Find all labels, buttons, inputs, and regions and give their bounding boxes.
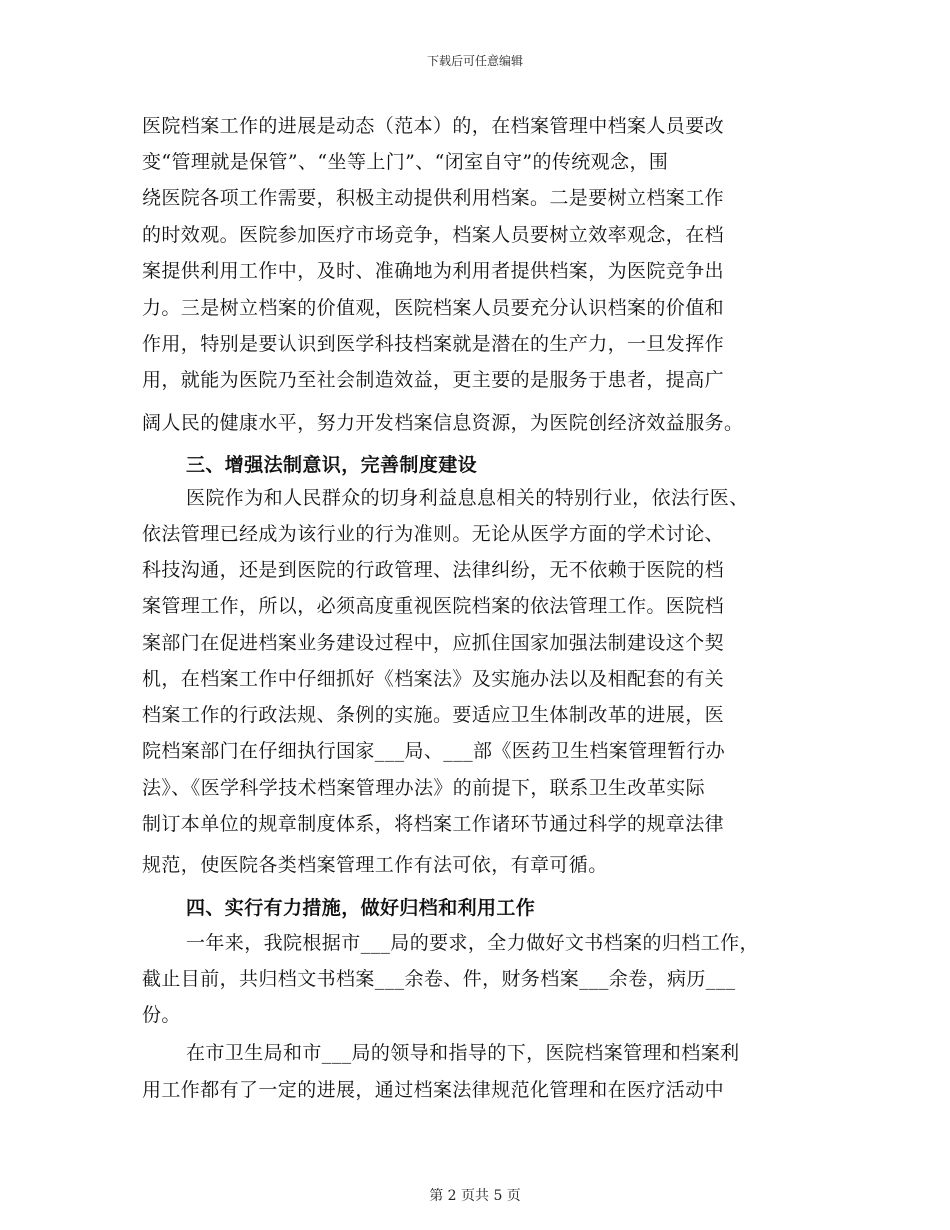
paragraph-line: 一年来，我院根据市___局的要求，全力做好文书档案的归档工作， (186, 932, 759, 954)
paragraph-line: 作用，特别是要认识到医学科技档案就是潜在的生产力，一旦发挥作 (142, 333, 725, 355)
paragraph-line: 规范，使医院各类档案管理工作有法可依，有章可循。 (142, 854, 608, 876)
paragraph-line: 法》、《医学科学技术档案管理办法》的前提下，联系卫生改革实际 (142, 777, 706, 799)
paragraph-line: 案提供利用工作中，及时、准确地为利用者提供档案，为医院竞争出 (142, 260, 725, 282)
paragraph-line: 医院档案工作的进展是动态（范本）的，在档案管理中档案人员要改 (142, 115, 725, 137)
paragraph-line: 科技沟通，还是到医院的行政管理、法律纠纷，无不依赖于医院的档 (142, 559, 725, 581)
paragraph-line: 阔人民的健康水平，努力开发档案信息资源，为医院创经济效益服务。 (142, 412, 744, 434)
paragraph-line: 截止目前，共归档文书档案___余卷、件，财务档案___余卷，病历___ (142, 968, 736, 990)
section-heading: 三、增强法制意识，完善制度建设 (186, 454, 478, 476)
page-footer: 第 2 页共 5 页 (429, 1188, 521, 1204)
paragraph-line: 变“管理就是保管”、“坐等上门”、“闭室自守”的传统观念，围 (142, 151, 669, 173)
paragraph-line: 用，就能为医院乃至社会制造效益，更主要的是服务于患者，提高广 (142, 369, 725, 391)
paragraph-line: 档案工作的行政法规、条例的实施。要适应卫生体制改革的进展，医 (142, 704, 725, 726)
paragraph-line: 绕医院各项工作需要，积极主动提供利用档案。二是要树立档案工作 (142, 187, 725, 209)
section-heading: 四、实行有力措施，做好归档和利用工作 (186, 897, 536, 919)
paragraph-line: 案管理工作，所以，必须高度重视医院档案的依法管理工作。医院档 (142, 595, 725, 617)
paragraph-line: 案部门在促进档案业务建设过程中，应抓住国家加强法制建设这个契 (142, 632, 725, 654)
paragraph-line: 的时效观。医院参加医疗市场竞争，档案人员要树立效率观念，在档 (142, 224, 725, 246)
paragraph-line: 用工作都有了一定的进展，通过档案法律规范化管理和在医疗活动中 (142, 1079, 725, 1101)
paragraph-line: 院档案部门在仔细执行国家___局、___部《医药卫生档案管理暂行办 (142, 740, 726, 762)
paragraph-line: 制订本单位的规章制度体系，将档案工作诸环节通过科学的规章法律 (142, 813, 725, 835)
paragraph-line: 力。三是树立档案的价值观，医院档案人员要充分认识档案的价值和 (142, 297, 725, 319)
page-header: 下载后可任意编辑 (426, 54, 523, 68)
paragraph-line: 份。 (142, 1004, 181, 1026)
paragraph-line: 医院作为和人民群众的切身利益息息相关的特别行业，依法行医、 (186, 487, 749, 509)
paragraph-line: 机，在档案工作中仔细抓好《档案法》及实施办法以及相配套的有关 (142, 668, 725, 690)
paragraph-line: 在市卫生局和市___局的领导和指导的下，医院档案管理和档案利 (186, 1042, 740, 1064)
paragraph-line: 依法管理已经成为该行业的行为准则。无论从医学方面的学术讨论、 (142, 523, 725, 545)
